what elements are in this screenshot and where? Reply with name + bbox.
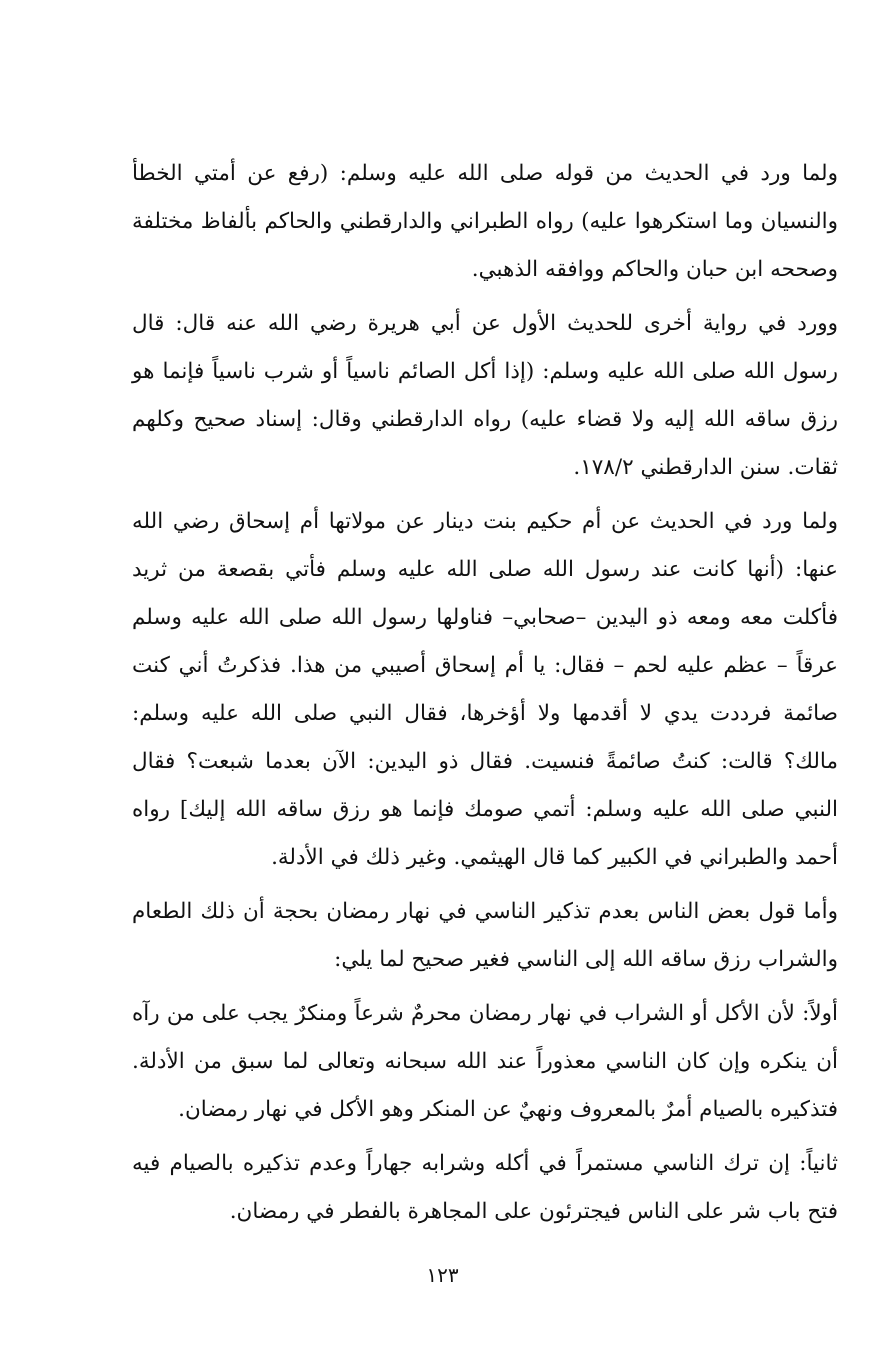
- body-text: [132, 150, 838, 1236]
- paragraph-3: ولما ورد في الحديث عن أم حكيم بنت دينار عن مولاتها أم إسحاق رضي الله عنها: (أنها كانت عند رسول الله صلى الله عليه وسلم فأتي بقصعة من ثريد فأكلت معه ومعه ذو اليدين –صحابي– فناولها رسول الله صلى الله عليه وسلم عرقاً – عظم عليه لحم – فقال: يا أم إسحاق أصيبي من هذا. فذكرتُ أني كنت صائمة فرددت يدي لا أقدمها ولا أؤخرها، فقال النبي صلى الله عليه وسلم: مالك؟ قالت: كنتُ صائمةً فنسيت. فقال ذو اليدين: الآن بعدما شبعت؟ فقال النبي صلى الله عليه وسلم: أتمي صومك فإنما هو رزق ساقه الله إليك] رواه أحمد والطبراني في الكبير كما قال الهيثمي. وغير ذلك في الأدلة.: [132, 509, 838, 870]
- paragraph-2: وورد في رواية أخرى للحديث الأول عن أبي هريرة رضي الله عنه قال: قال رسول الله صلى الله عليه وسلم: (إذا أكل الصائم ناسياً أو شرب ناسياً فإنما هو رزق ساقه الله إليه ولا قضاء عليه) رواه الدارقطني وقال: إسناد صحيح وكلهم ثقات. سنن الدارقطني ١٧٨/٢.: [132, 311, 838, 480]
- paragraph-5: أولاً: لأن الأكل أو الشراب في نهار رمضان محرمٌ شرعاً ومنكرٌ يجب على من رآه أن ينكره وإن كان الناسي معذوراً عند الله سبحانه وتعالى لما سبق من الأدلة. فتذكيره بالصيام أمرٌ بالمعروف ونهيٌ عن المنكر وهو الأكل في نهار رمضان.: [132, 1001, 838, 1122]
- paragraph-4: وأما قول بعض الناس بعدم تذكير الناسي في نهار رمضان بحجة أن ذلك الطعام والشراب رزق ساقه الله إلى الناسي فغير صحيح لما يلي:: [132, 899, 838, 972]
- paragraph-1: ولما ورد في الحديث من قوله صلى الله عليه وسلم: (رفع عن أمتي الخطأ والنسيان وما استكرهوا عليه) رواه الطبراني والدارقطني والحاكم بألفاظ مختلفة وصححه ابن حبان والحاكم ووافقه الذهبي.: [132, 161, 838, 282]
- paragraph-6: ثانياً: إن ترك الناسي مستمراً في أكله وشرابه جهاراً وعدم تذكيره بالصيام فيه فتح باب شر على الناس فيجترئون على المجاهرة بالفطر في رمضان.: [132, 1151, 838, 1224]
- page-number: ١٢٣: [426, 1263, 459, 1287]
